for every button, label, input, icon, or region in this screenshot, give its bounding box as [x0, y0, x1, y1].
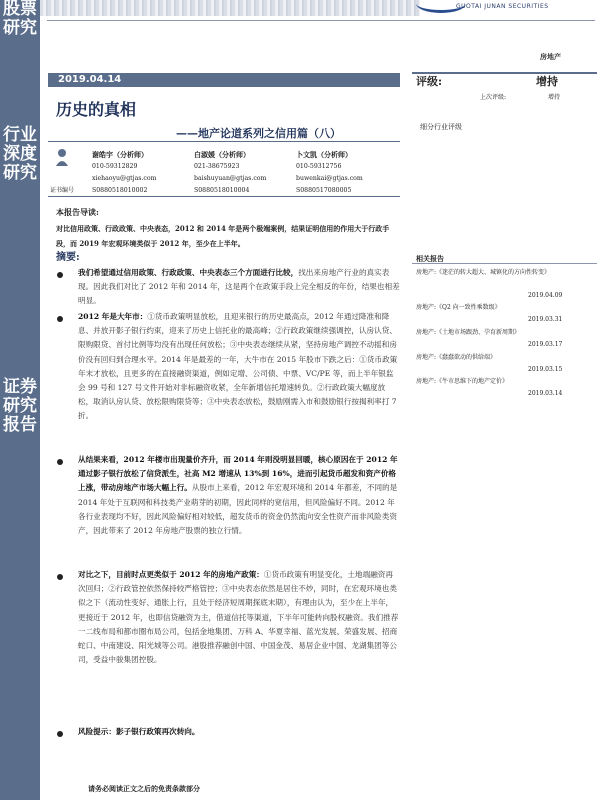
prev-rating-label: 上次评级:	[480, 94, 507, 101]
bullet-lead: 对比之下，目前时点更类似于 2012 年的房地产政策：	[78, 570, 264, 579]
bullet-icon	[57, 459, 63, 465]
author-email[interactable]: xiehaoyu@gtjas.com	[92, 175, 157, 182]
author-email[interactable]: baishuyuan@gtjas.com	[194, 175, 267, 182]
author-name: 谢皓宇（分析师）	[92, 150, 148, 159]
bullet-lead: 从结果来看，2012 年楼市出现量价齐升，而 2014 年则没明显回暖，核心原因在于 2012 年通过影子银行放松了信贷派生，社高 M2 增速从 13%到 16%，进而引起货币超发和资产价格上涨，带动房地产市场大幅上行。	[78, 455, 398, 493]
cert-label: 证书编号	[50, 187, 75, 194]
bullet-icon	[57, 272, 63, 278]
related-report-link[interactable]: 房地产:《牛市思维下的地产定价》	[416, 378, 509, 385]
page-title: 历史的真相	[56, 100, 137, 119]
related-report-date: 2019.03.17	[528, 341, 563, 348]
guide-text: 对比信用政策、行政政策、中央表态，2012 和 2014 年是两个极端案例，结果证明信用的作用大于行政手段，而 2019 年宏观环境类似于 2012 年，至少在上半年。	[56, 224, 390, 248]
author-cert: S0880517080005	[296, 187, 352, 194]
author-cert: S0880518010002	[92, 187, 148, 194]
logo-text: GUOTAI JUNAN SECURITIES	[456, 3, 549, 10]
bullet-text: 从股市上来看，2012 年宏观环境和 2014 年都差，不同的是 2014 年处于互联网和科技类产业萌芽的初期，因此同样的宽信用，但风险偏好不同。2012 年各行业表现均不好，因此风险偏好相对较低，超发货币的资金仍然流向安全性资产而非风险类资产，因此带来了 2012 年房地产股票的独立行情。	[78, 483, 398, 536]
rating-label: 评级:	[416, 75, 443, 88]
divider	[48, 196, 400, 197]
author-card	[92, 149, 156, 197]
header-banner	[40, 0, 420, 16]
summary-bullet	[78, 310, 400, 424]
bullet-lead: 2012 年是大年市：	[78, 312, 148, 321]
author-cert: S0880518010004	[194, 187, 250, 194]
bullet-lead: 我们希望通过信用政策、行政政策、中央表态三个方面进行比较，	[78, 268, 299, 277]
author-phone: 010-59312756	[296, 163, 342, 170]
bullet-text: ①货币政策明显放松，且迎来银行的历史最高点，2012 年通过降准和降息、并放开影子银行约束，迎来了历史上信托业的最高峰；②行政政策继续强调控，认房认贷、限购限贷、首付比例等均没有出现任何放松；③中央表态继续从紧，坚持房地产调控不动摇和房价没有回归到合理水平。2014 年是最差的一年，大牛市在 2015 年股市下跌之后：①货币政策年末才放松，且更多的在直接融资渠道，例如定增、公司债、中票、VC/PE 等，而上半年银监会 99 号和 127 号文件开始对非标融资收紧，全年新增信托增速转负。②行政政策大幅度放松，取消认房认贷、放松限购限贷等；③中央表态放松，鼓励刚需入市和鼓励银行按揭利率打 7 折。	[78, 312, 398, 421]
author-name: 卜文凯（分析师）	[296, 150, 352, 159]
author-name: 白淑媛（分析师）	[194, 150, 250, 159]
summary-bullet	[78, 453, 400, 538]
summary-bullet	[78, 568, 400, 667]
divider	[48, 141, 400, 142]
page-subtitle: ——地产论道系列之信用篇（八）	[176, 127, 341, 140]
sidebar-bottom-text: 证券研究报告	[3, 377, 37, 435]
related-reports-title: 相关报告	[416, 254, 444, 263]
summary-bullet	[78, 266, 400, 309]
divider	[412, 263, 597, 264]
report-date: 2019.04.14	[48, 73, 400, 87]
author-phone: 021-38675923	[194, 163, 240, 170]
guide-title: 本报告导读:	[56, 207, 99, 217]
sidebar-mid-text: 行业深度研究	[3, 125, 37, 183]
prev-rating-value: 增持	[548, 94, 561, 101]
bullet-icon	[57, 316, 63, 322]
author-card	[194, 149, 266, 197]
related-report-date: 2019.03.14	[528, 390, 563, 397]
bullet-icon	[57, 574, 63, 580]
summary-title: 摘要:	[56, 252, 80, 263]
bullet-text: 找出来房地产行业的真实表现。因此我们对比了 2012 年和 2014 年，这是两个在政策手段上完全相反的年份，结果也相差明显。	[78, 268, 400, 306]
divider	[47, 20, 595, 21]
related-report-link[interactable]: 房地产:《迷茫的转大超大、城镇化的方向性转变》	[416, 269, 551, 276]
author-phone: 010-59312829	[92, 163, 138, 170]
sidebar	[0, 0, 40, 800]
analyst-icon	[55, 148, 69, 168]
related-report-link[interactable]: 房地产:《Q2 向一致性乘数级》	[416, 304, 501, 311]
bullet-lead: 风险提示：影子银行政策再次转向。	[78, 727, 200, 736]
sub-industry-rating: 细分行业评级	[420, 123, 462, 131]
bullet-icon	[57, 731, 63, 737]
industry-tag: 房地产	[540, 52, 561, 61]
rating-value: 增持	[536, 75, 558, 88]
bullet-text: ①货币政策有明显变化，土地端融资再次回归；②行政管控依然保持较严格管控；③中央表态依然是居住不炒，同时，在宏观环境也类似之下（流动性变好、通胀上行，且处于经济短周期探底末期），有理由认为，至少在上半年，更接近于 2012 年，也即信贷融资为主，借道信托等渠道，下半年可能转向股权融资。我们推荐一二线布局和都市圈布局公司，包括金地集团、万科 A、华夏幸福、蓝光发展、荣盛发展、招商蛇口、中南建设、阳光城等公司。港股推荐融创中国、中国金茂、易居企业中国、龙湖集团等公司，受益中骏集团控股。	[78, 570, 399, 665]
author-card	[296, 149, 363, 197]
related-report-date: 2019.04.09	[528, 292, 563, 299]
summary-bullet	[78, 725, 400, 739]
related-report-link[interactable]: 房地产:《土地市场跟劲、孕育新周期》	[416, 329, 521, 336]
author-email[interactable]: buwenkai@gtjas.com	[296, 175, 363, 182]
related-report-link[interactable]: 房地产:《蠢蠢欲动的供给端》	[416, 354, 497, 361]
disclaimer-footer: 请务必阅读正文之后的免责条款部分	[88, 784, 200, 793]
sidebar-top-text: 股票研究	[3, 0, 37, 38]
related-report-date: 2019.03.15	[528, 366, 563, 373]
related-report-date: 2019.03.31	[528, 316, 563, 323]
